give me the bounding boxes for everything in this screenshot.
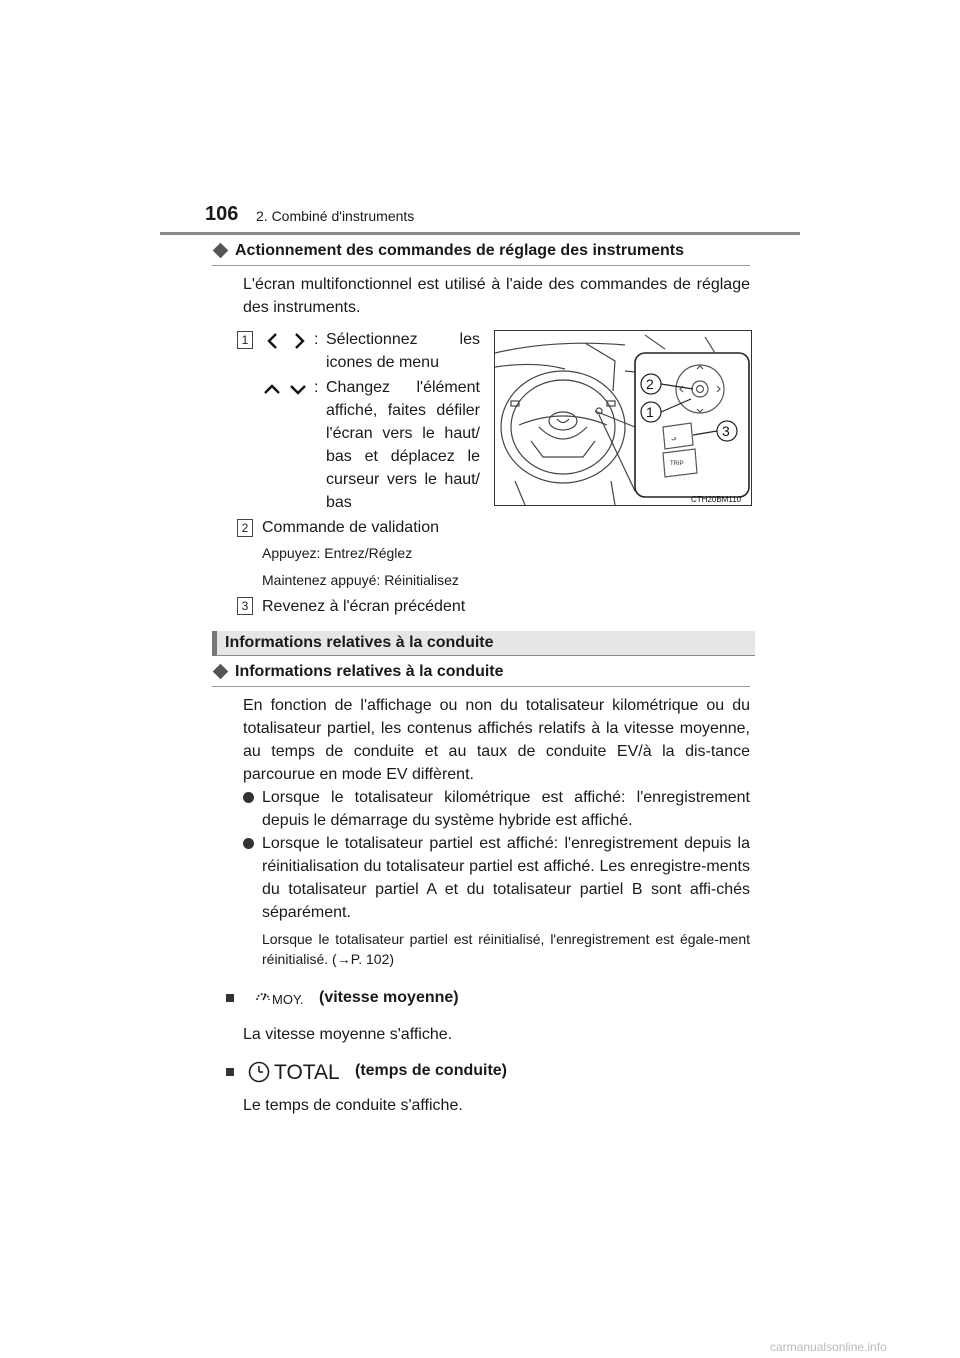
colon: : <box>314 331 319 348</box>
reset-note: Lorsque le totalisateur partiel est réinitialisé, l'enregistrement est égale-ment réinitialisé. (→P. 102) <box>262 931 750 967</box>
drive-time-icon-text: TOTAL <box>274 1061 340 1084</box>
chevron-up-down-icon <box>262 378 310 400</box>
page-number: 106 <box>205 203 239 225</box>
callout-number-3: 3 <box>237 597 253 615</box>
validation-label: Commande de validation <box>262 519 439 536</box>
bullet-odometer: Lorsque le totalisateur kilométrique est affiché: l'enregistrement depuis le démarrage du système hybride est affiché. <box>262 789 750 829</box>
heading-rule <box>212 265 750 266</box>
svg-text:⮐: ⮐ <box>671 437 677 443</box>
section-title: Informations relatives à la conduite <box>225 634 494 651</box>
section-heading-controls: Actionnement des commandes de réglage des instruments <box>212 242 684 260</box>
arrow-icon: → <box>336 951 351 967</box>
diamond-icon <box>213 663 229 679</box>
colon: : <box>314 379 319 396</box>
figure-callout-2: 2 <box>646 376 654 392</box>
watermark: carmanualsonline.info <box>770 1340 887 1354</box>
square-bullet-icon <box>226 1068 234 1076</box>
avg-speed-description: La vitesse moyenne s'affiche. <box>243 1026 453 1043</box>
figure-callout-3: 3 <box>722 423 730 439</box>
avg-speed-icon-text: MOY. <box>272 992 304 1007</box>
bullet-icon <box>243 838 254 849</box>
trip-button-label: TRIP <box>670 461 684 467</box>
bullet-icon <box>243 792 254 803</box>
clock-icon <box>247 1060 271 1084</box>
intro-paragraph: L'écran multifonctionnel est utilisé à l'aide des commandes de réglage des instruments. <box>243 276 750 316</box>
back-label: Revenez à l'écran précédent <box>262 598 466 615</box>
steering-wheel-drawing <box>495 331 751 505</box>
figure-callout-1: 1 <box>646 404 654 420</box>
chevron-left-right-icon <box>262 330 310 352</box>
speed-gauge-icon <box>255 989 271 1005</box>
steering-wheel-illustration <box>494 330 752 506</box>
diamond-icon <box>213 242 229 258</box>
header-rule <box>160 232 800 235</box>
avg-speed-title: (vitesse moyenne) <box>319 989 459 1006</box>
press-action: Appuyez: Entrez/Réglez <box>262 545 413 561</box>
callout-number-1: 1 <box>237 331 253 349</box>
up-down-description: Changez l'élément affiché, faites défiler l'écran vers le haut/ bas et déplacez le curseur vers le haut/ bas <box>326 379 480 511</box>
bullet-trip-meter: Lorsque le totalisateur partiel est affiché: l'enregistrement depuis la réinitialisation du totalisateur partiel est affiché. Les enregistre-ments du totalisateur partiel A et du totalisateur partiel B sont affi-chés séparément. <box>262 835 750 921</box>
drive-time-description: Le temps de conduite s'affiche. <box>243 1097 463 1114</box>
section-title-bar <box>212 631 755 656</box>
left-right-description: Sélectionnez les icones de menu <box>326 331 480 371</box>
drive-time-title: (temps de conduite) <box>355 1062 508 1079</box>
chapter-title: 2. Combiné d'instruments <box>256 208 415 224</box>
hold-action: Maintenez appuyé: Réinitialisez <box>262 572 459 588</box>
square-bullet-icon <box>226 994 234 1002</box>
figure-code: CTH20BM110 <box>691 495 742 504</box>
section-heading-driving-info: Informations relatives à la conduite <box>212 663 504 681</box>
heading-rule <box>212 686 750 687</box>
callout-number-2: 2 <box>237 519 253 537</box>
driving-info-intro: En fonction de l'affichage ou non du totalisateur kilométrique ou du totalisateur partiel, les contenus affichés relatifs à la vitesse moyenne, au temps de conduite et au taux de conduite EV/à la dis-tance parcourue en mode EV diffèrent. <box>243 697 750 783</box>
